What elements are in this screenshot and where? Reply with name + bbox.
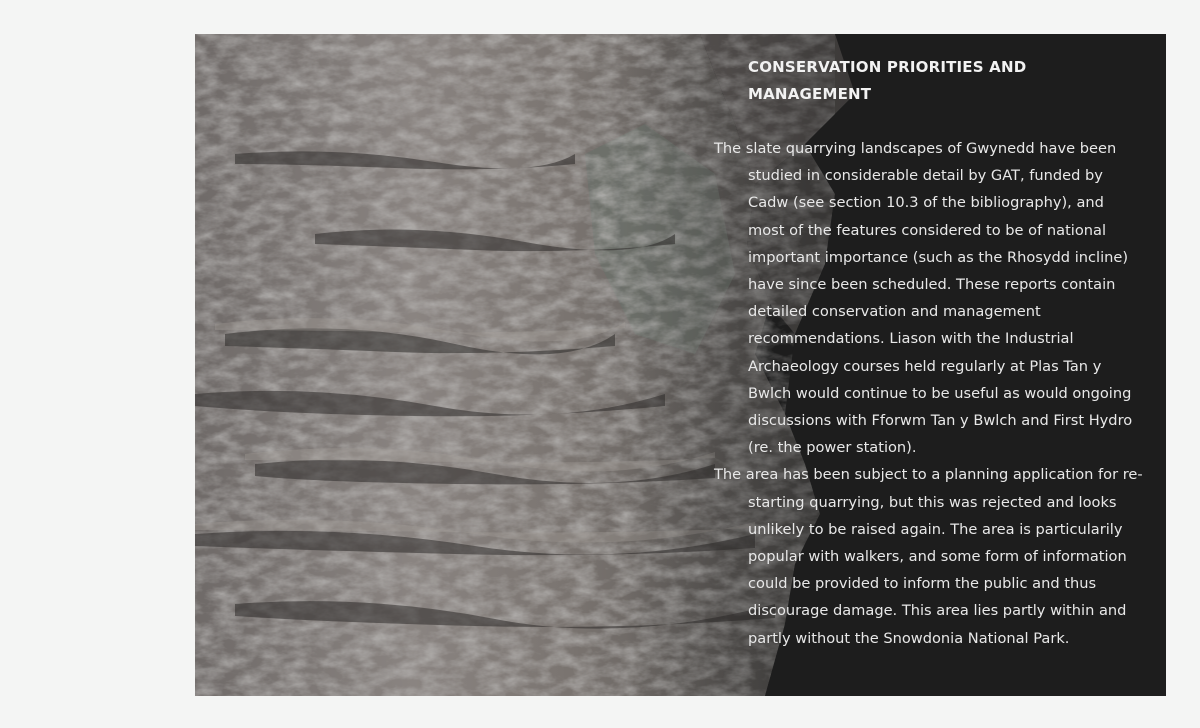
- paragraph-planning-application: The area has been subject to a planning application for re-starting quarrying, but this was rejected and looks unlikely to be raised again. The area is particularily popular with walkers, and some form of information could be provided to inform the public and thus discourage damage. This area lies partly within and partly without the Snowdonia National Park.: [714, 466, 1143, 647]
- conservation-text-section: [714, 54, 1144, 652]
- paragraph-slate-landscapes: The slate quarrying landscapes of Gwynedd have been studied in considerable detail by GAT, funded by Cadw (see section 10.3 of the bibliography), and most of the features considered to be of national important importance (such as the Rhosydd incline) have since been scheduled. These reports contain detailed conservation and management recommendations. Liason with the Industrial Archaeology courses held regularly at Plas Tan y Bwlch would continue to be useful as would ongoing discussions with Fforwm Tan y Bwlch and First Hydro (re. the power station).: [714, 140, 1133, 457]
- section-heading: CONSERVATION PRIORITIES AND MANAGEMENT: [748, 58, 1027, 103]
- document-panel: [195, 34, 1166, 696]
